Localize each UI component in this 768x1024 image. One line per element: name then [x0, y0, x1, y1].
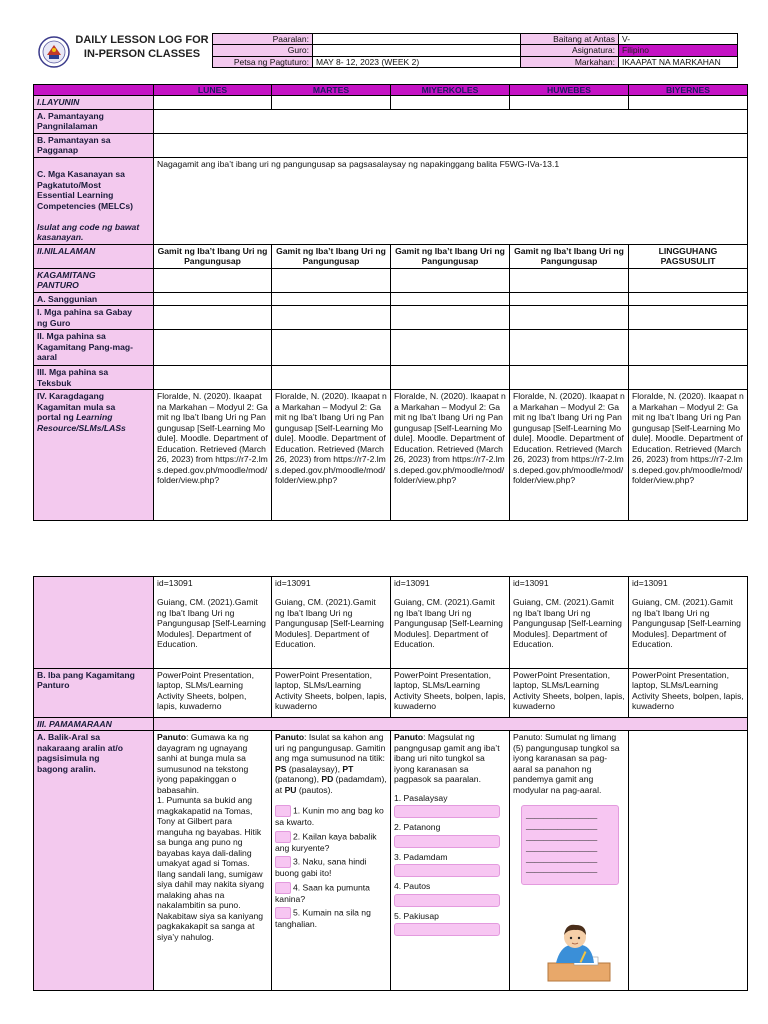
- karagdagang-lunes: Floralde, N. (2020). Ikaapat na Markahan – Modyul 2: Gamit ng Iba’t Ibang Uri ng Pangungusap [Self-Learning Module]. Moodle. Department of Education. Retrieved (March 26, 2023) from https://r7-2.lms.deped.gov.ph/moodle/mod/folder/view.php?: [154, 390, 272, 521]
- answer-box[interactable]: [275, 882, 291, 894]
- row-label-kagamitang-mag-aaral: II. Mga pahina sa Kagamitang Pang-mag- aaral: [34, 330, 154, 366]
- nilalaman-miyerkoles: Gamit ng Iba’t Ibang Uri ng Pangungusap: [391, 244, 510, 268]
- nilalaman-biyernes: LINGGUHANG PAGSUSULIT: [629, 244, 748, 268]
- continued-lunes: [154, 577, 272, 669]
- continued-id: id=13091: [275, 578, 311, 588]
- student-writing-illustration: [546, 917, 612, 983]
- karagdagang-huwebes: Floralde, N. (2020). Ikaapat na Markahan – Modyul 2: Gamit ng Iba’t Ibang Uri ng Pangungusap [Self-Learning Module]. Moodle. Department of Education. Retrieved (March 26, 2023) from https://r7-2.lms.deped.gov.ph/moodle/mod/folder/view.php?: [510, 390, 629, 521]
- row-label-layunin: I.LAYUNIN: [34, 96, 154, 109]
- lesson-table-page2: [33, 576, 748, 991]
- karagdagang-biyernes: Floralde, N. (2020). Ikaapat na Markahan – Modyul 2: Gamit ng Iba’t Ibang Uri ng Pangungusap [Self-Learning Module]. Moodle. Department of Education. Retrieved (March 26, 2023) from https://r7-2.lms.deped.gov.ph/moodle/mod/folder/view.php?: [629, 390, 748, 521]
- code-ps-desc: (pasalaysay),: [286, 763, 343, 774]
- row-label-nilalaman: II.NILALAMAN: [34, 244, 154, 268]
- continued-miyerkoles: [391, 577, 510, 669]
- continued-huwebes: [510, 577, 629, 669]
- guiang-reference: Guiang, CM. (2021).Gamit ng Iba’t Ibang Uri ng Pangungusap [Self-Learning Modules]. Department of Education.: [275, 597, 384, 650]
- petsa-value: MAY 8- 12, 2023 (WEEK 2): [313, 56, 521, 67]
- martes-item: 5. Kumain na sila ng tanghalian.: [275, 907, 371, 930]
- writing-line: ________________: [526, 831, 598, 841]
- writing-line: ________________: [526, 821, 598, 831]
- answer-box[interactable]: [275, 907, 291, 919]
- guiang-reference: Guiang, CM. (2021).Gamit ng Iba’t Ibang Uri ng Pangungusap [Self-Learning Modules]. Department of Education.: [394, 597, 503, 650]
- miyerkoles-item: 4. Pautos: [394, 881, 431, 892]
- title-line2: IN-PERSON CLASSES: [83, 47, 201, 60]
- balik-aral-huwebes: [510, 731, 629, 991]
- iba-pang-huwebes: PowerPoint Presentation, laptop, SLMs/Learning Activity Sheets, bolpen, lapis, kuwaderno: [510, 669, 629, 718]
- baitang-label: Baitang at Antas: [521, 34, 619, 45]
- miyerkoles-item: 2. Patanong: [394, 822, 441, 833]
- row-label-kasanayan-note: Isulat ang code ng bawat kasanayan.: [37, 221, 140, 243]
- karagdagang-martes: Floralde, N. (2020). Ikaapat na Markahan – Modyul 2: Gamit ng Iba’t Ibang Uri ng Pangungusap [Self-Learning Module]. Moodle. Department of Education. Retrieved (March 26, 2023) from https://r7-2.lms.deped.gov.ph/moodle/mod/folder/view.php?: [272, 390, 391, 521]
- code-pu: PU: [284, 784, 297, 795]
- header-table-right: [520, 33, 738, 68]
- miyerkoles-item: 3. Padamdam: [394, 851, 448, 862]
- row-label-gabay-guro: I. Mga pahina sa Gabay ng Guro: [34, 306, 154, 330]
- writing-line: ________________: [526, 842, 598, 852]
- continued-id: id=13091: [513, 578, 549, 588]
- answer-box[interactable]: [275, 805, 291, 817]
- balik-aral-biyernes: [629, 731, 748, 991]
- martes-item: 3. Naku, sana hindi buong gabi ito!: [275, 856, 367, 879]
- deped-seal: [38, 36, 70, 68]
- row-label-teksbuk: III. Mga pahina sa Teksbuk: [34, 366, 154, 390]
- writing-box[interactable]: [521, 805, 619, 885]
- answer-box[interactable]: [275, 831, 291, 843]
- petsa-label: Petsa ng Pagtuturo:: [213, 56, 313, 67]
- iba-pang-miyerkoles: PowerPoint Presentation, laptop, SLMs/Learning Activity Sheets, bolpen, lapis, kuwaderno: [391, 669, 510, 718]
- writing-line: ________________: [526, 864, 598, 874]
- paaralan-value: [313, 34, 521, 45]
- iba-pang-biyernes: PowerPoint Presentation, laptop, SLMs/Learning Activity Sheets, bolpen, lapis, kuwaderno: [629, 669, 748, 718]
- nilalaman-huwebes: Gamit ng Iba’t Ibang Uri ng Pangungusap: [510, 244, 629, 268]
- panuto-label: Panuto: [394, 732, 424, 743]
- huwebes-panuto-text: Panuto: Sumulat ng limang (5) pangungusap tungkol sa iyong karanasan sa pag-aaral sa panahon ng pandemya gamit ang modyular na pag-aaral.: [513, 732, 620, 795]
- row-label-pamamaraan: III. PAMAMARAAN: [34, 718, 154, 731]
- markahan-value: IKAAPAT NA MARKAHAN: [619, 56, 738, 67]
- markahan-label: Markahan:: [521, 56, 619, 67]
- guiang-reference: Guiang, CM. (2021).Gamit ng Iba’t Ibang Uri ng Pangungusap [Self-Learning Modules]. Department of Education.: [513, 597, 622, 650]
- code-pd: PD: [321, 774, 334, 785]
- day-header-miyerkoles: MIYERKOLES: [391, 85, 510, 96]
- balik-aral-martes: [272, 731, 391, 991]
- guro-label: Guro:: [213, 45, 313, 56]
- martes-panuto-text: : Isulat sa kahon ang uri ng pangungusap. Gamitin ang mga sumusunod na titik:: [275, 732, 386, 764]
- answer-field[interactable]: [394, 805, 500, 818]
- row-label-balik-aral: A. Balik-Aral sa nakaraang aralin at/o pagsisimula ng bagong aralin.: [34, 731, 154, 991]
- lesson-table-page1: [33, 84, 748, 521]
- panuto-label: Panuto: [275, 732, 305, 743]
- header-table-left: [212, 33, 521, 68]
- continued-id: id=13091: [394, 578, 430, 588]
- nilalaman-martes: Gamit ng Iba’t Ibang Uri ng Pangungusap: [272, 244, 391, 268]
- continued-id: id=13091: [632, 578, 668, 588]
- title-line1: DAILY LESSON LOG FOR: [75, 34, 209, 46]
- day-header-martes: MARTES: [272, 85, 391, 96]
- answer-field[interactable]: [394, 923, 500, 936]
- code-pt: PT: [342, 763, 354, 774]
- answer-field[interactable]: [394, 864, 500, 877]
- balik-aral-miyerkoles: [391, 731, 510, 991]
- asignatura-label: Asignatura:: [521, 45, 619, 56]
- code-pd-desc: (padamdam), at: [275, 774, 387, 795]
- continued-biyernes: [629, 577, 748, 669]
- day-header-blank: [34, 85, 154, 96]
- row-label-iba-pang-kagamitan: B. Iba pang Kagamitang Panturo: [34, 669, 154, 718]
- row-label-karagdagang-italic: Learning Resource/SLMs/LASs: [37, 412, 126, 433]
- code-pt-desc: (patanong),: [275, 774, 322, 785]
- iba-pang-martes: PowerPoint Presentation, laptop, SLMs/Learning Activity Sheets, bolpen, lapis, kuwaderno: [272, 669, 391, 718]
- miyerkoles-item: 1. Pasalaysay: [394, 792, 448, 803]
- miyerkoles-item: 5. Pakiusap: [394, 910, 439, 921]
- baitang-value: V-: [619, 34, 738, 45]
- answer-box[interactable]: [275, 856, 291, 868]
- guiang-reference: Guiang, CM. (2021).Gamit ng Iba’t Ibang Uri ng Pangungusap [Self-Learning Modules]. Department of Education.: [632, 597, 741, 650]
- iba-pang-lunes: PowerPoint Presentation, laptop, SLMs/Learning Activity Sheets, bolpen, lapis, kuwaderno: [154, 669, 272, 718]
- code-pu-desc: (pautos).: [296, 784, 333, 795]
- writing-line: ________________: [526, 853, 598, 863]
- row-label-kasanayan: C. Mga Kasanayan sa Pagkatuto/Most Essential Learning Competencies (MELCs): [37, 169, 133, 211]
- code-ps: PS: [275, 763, 287, 774]
- row-label-sanggunian: A. Sanggunian: [34, 292, 154, 305]
- day-header-huwebes: HUWEBES: [510, 85, 629, 96]
- day-header-biyernes: BIYERNES: [629, 85, 748, 96]
- day-header-lunes: LUNES: [154, 85, 272, 96]
- karagdagang-miyerkoles: Floralde, N. (2020). Ikaapat na Markahan – Modyul 2: Gamit ng Iba’t Ibang Uri ng Pangungusap [Self-Learning Module]. Moodle. Department of Education. Retrieved (March 26, 2023) from https://r7-2.lms.deped.gov.ph/moodle/mod/folder/view.php?: [391, 390, 510, 521]
- nilalaman-lunes: Gamit ng Iba’t Ibang Uri ng Pangungusap: [154, 244, 272, 268]
- writing-line: ________________: [526, 810, 598, 820]
- martes-item: 4. Saan ka pumunta kanina?: [275, 882, 370, 904]
- guiang-reference: Guiang, CM. (2021).Gamit ng Iba’t Ibang Uri ng Pangungusap [Self-Learning Modules]. Department of Education.: [157, 597, 266, 650]
- martes-item: 2. Kailan kaya babalik ang kuryente?: [275, 831, 377, 853]
- row-label-karagdagang: IV. Karagdagang Kagamitan mula sa portal ng: [37, 391, 116, 423]
- continued-label-cell: [34, 577, 154, 669]
- lunes-panuto-text: : Gumawa ka ng dayagram ng ugnayang sanhi at bunga mula sa sumusunod na tekstong iyong papakinggan o babasahin.: [157, 732, 249, 795]
- miyerkoles-panuto-text: : Magsulat ng pangngusap gamit ang iba’t ibang uri nito tungkol sa iyong karanasan sa pagpasok sa paaralan.: [394, 732, 500, 785]
- continued-martes: [272, 577, 391, 669]
- guro-value: [313, 45, 521, 56]
- answer-field[interactable]: [394, 894, 500, 907]
- row-label-pamantayan-pagganap: B. Pamantayan sa Pagganap: [34, 133, 154, 157]
- kasanayan-value: Nagagamit ang iba’t ibang uri ng pangungusap sa pagsasalaysay ng napakinggang balita F5WG-IVa-13.1: [154, 157, 748, 244]
- panuto-label: Panuto: [157, 732, 187, 743]
- paaralan-label: Paaralan:: [213, 34, 313, 45]
- lunes-story: 1. Pumunta sa bukid ang magkakapatid na Tomas, Tony at Gilbert para manguha ng bayabas. Hitik sa bunga ang puno ng bayabas kaya dali-daling umakyat agad si Tomas. Ilang sandali lang, sumigaw siya dahil may nakita siyang malaking ahas na nakalambitin sa puno. Nakabitaw siya sa kaniyang pagkakakapit sa sanga at siya’y nahulog.: [157, 795, 264, 942]
- continued-id: id=13091: [157, 578, 193, 588]
- balik-aral-lunes: [154, 731, 272, 991]
- row-label-pamantayang-pangnilalaman: A. Pamantayang Pangnilalaman: [34, 109, 154, 133]
- answer-field[interactable]: [394, 835, 500, 848]
- row-label-kagamitang-panturo: KAGAMITANG PANTURO: [34, 268, 154, 292]
- asignatura-value: Filipino: [619, 45, 738, 56]
- martes-item: 1. Kunin mo ang bag ko sa kwarto.: [275, 805, 384, 828]
